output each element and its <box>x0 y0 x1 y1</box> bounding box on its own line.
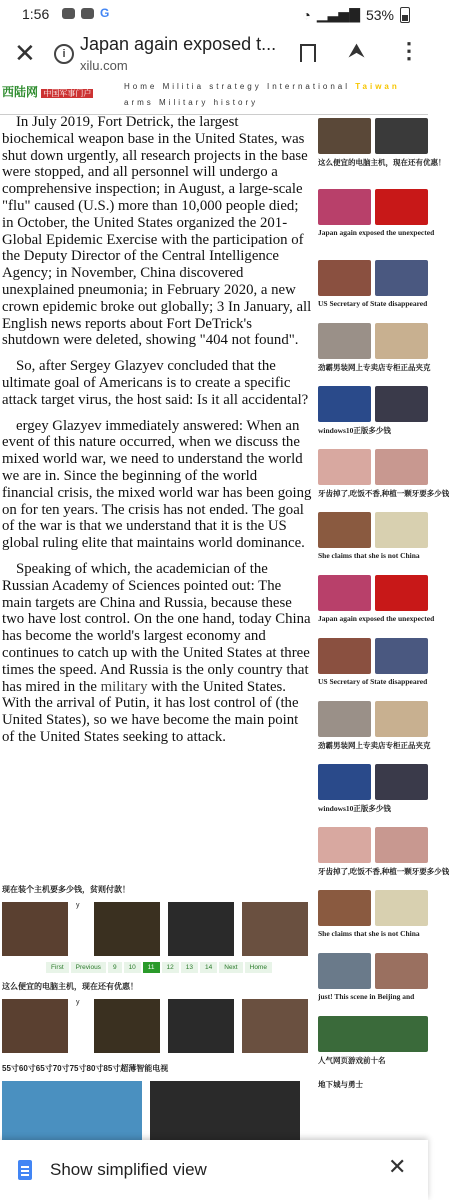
product-image-stereo[interactable] <box>242 999 308 1053</box>
document-icon <box>18 1160 32 1180</box>
sidebar-caption[interactable]: 牙齿掉了,吃饭不香,种植一颗牙要多少钱 <box>318 489 449 498</box>
paragraph-text: with the United States. With the arrival of Putin, it has lost control of (the United States), so we have become the main point of the United States seeking to attack. <box>2 678 299 745</box>
pagination <box>46 962 318 973</box>
browser-toolbar <box>0 30 428 78</box>
page-13[interactable]: 13 <box>181 962 198 973</box>
sidebar-caption[interactable]: She claims that she is not China <box>318 929 420 938</box>
sidebar-caption[interactable]: windows10正版多少钱 <box>318 804 391 813</box>
sidebar-caption[interactable]: 人气网页游戏前十名 <box>318 1056 386 1065</box>
nav-military-history[interactable]: Military history <box>159 98 259 107</box>
signal-icon: ▁▃▅▇ <box>316 6 360 22</box>
sidebar-caption[interactable]: 这么便宜的电脑主机，现在还有优惠！ <box>318 158 446 167</box>
sidebar-caption[interactable]: 劲霸男装网上专卖店专柜正品夹克 <box>318 363 431 372</box>
system-indicators <box>302 6 410 23</box>
nav-militia[interactable]: Militia <box>162 82 205 91</box>
product-image-speaker[interactable] <box>94 902 160 956</box>
cloud-icon <box>62 8 75 19</box>
promo-title[interactable]: 这么便宜的电脑主机，现在还有优惠！ <box>2 982 138 991</box>
product-image-stereo[interactable] <box>242 902 308 956</box>
sidebar-thumbs[interactable] <box>318 764 428 800</box>
sidebar-caption[interactable]: 地下城与勇士 <box>318 1080 363 1089</box>
page-next[interactable]: Next <box>219 962 242 973</box>
notification-icons <box>62 8 109 20</box>
sidebar-caption[interactable]: 劲霸男装网上专卖店专柜正品夹克 <box>318 741 431 750</box>
sidebar-thumbs[interactable] <box>318 827 428 863</box>
battery-icon <box>400 7 410 23</box>
page-12[interactable]: 12 <box>162 962 179 973</box>
sidebar-thumbs[interactable] <box>318 189 428 225</box>
product-image-pc[interactable] <box>2 999 68 1053</box>
product-image-mixer[interactable] <box>168 999 234 1053</box>
product-image-tv-dark[interactable] <box>150 1081 300 1141</box>
sidebar-caption[interactable]: Japan again exposed the unexpected <box>318 614 435 623</box>
status-bar <box>0 0 428 30</box>
sidebar-thumbs[interactable] <box>318 701 428 737</box>
sidebar-thumbs[interactable] <box>318 260 428 296</box>
sidebar-caption[interactable]: US Secretary of State disappeared <box>318 299 428 308</box>
product-image-pc[interactable] <box>2 902 68 956</box>
promo-section <box>0 884 318 1135</box>
nav-home[interactable]: Home <box>124 82 158 91</box>
sidebar-caption[interactable]: She claims that she is not China <box>318 551 420 560</box>
sidebar-thumbs[interactable] <box>318 890 428 926</box>
sidebar-thumbs[interactable] <box>318 449 428 485</box>
more-vert-icon[interactable]: ⋮ <box>398 38 420 63</box>
nav-arms[interactable]: arms <box>124 98 154 107</box>
notification-icon <box>81 8 94 19</box>
close-icon[interactable]: ✕ <box>14 38 36 68</box>
page-14[interactable]: 14 <box>200 962 217 973</box>
simplified-view-bar[interactable] <box>0 1140 428 1200</box>
sidebar-thumbs[interactable] <box>318 118 428 154</box>
sidebar-thumbs[interactable] <box>318 1016 428 1052</box>
article-body <box>0 114 312 755</box>
sidebar-thumbs[interactable] <box>318 512 428 548</box>
product-mark: y <box>76 902 80 909</box>
sidebar-thumbs[interactable] <box>318 953 428 989</box>
product-image-mixer[interactable] <box>168 902 234 956</box>
paragraph-text: Speaking of which, the academician of the Russian Academy of Sciences pointed out: The main targets are China and Russia, because these two have lost control. On the one hand, today China has become the world's largest economy and continues to catch up with the United States at three times the speed. And Russia is the only country that has mired in the <box>2 560 311 695</box>
nav-international[interactable]: International <box>266 82 350 91</box>
nav-strategy[interactable]: strategy <box>209 82 262 91</box>
site-logo[interactable] <box>2 83 93 100</box>
nav-taiwan[interactable]: Taiwan <box>355 82 400 91</box>
sidebar-caption[interactable]: Japan again exposed the unexpected <box>318 228 435 237</box>
promo-title[interactable]: 55寸60寸65寸70寸75寸80寸85寸超薄智能电视 <box>2 1064 169 1073</box>
share-icon[interactable]: ⮝ <box>348 40 365 62</box>
page-previous[interactable]: Previous <box>71 962 106 973</box>
article-paragraph: In July 2019, Fort Detrick, the largest biochemical weapon base in the United States, was shut down urgently, all research projects in the base were stopped, and all personnel will undergo a comprehensive inspection; in August, a large-scale "flu" caused (U.S.) more than 10,000 people died; in October, the United States organized the 201-Global Epidemic Exercise with the participation of the Deputy Director of the Central Intelligence Agency; in November, China discovered unexplained pneumonia; in February 2020, a new crown epidemic broke out globally; 3 In January, all English news reports about Fort DeTrick's shutdown were deleted, showing "404 not found". <box>2 114 312 349</box>
clock: 1:56 <box>22 6 50 22</box>
product-image-speaker[interactable] <box>94 999 160 1053</box>
close-icon[interactable]: ✕ <box>388 1154 407 1179</box>
simplified-view-label[interactable]: Show simplified view <box>50 1160 207 1179</box>
page-home[interactable]: Home <box>245 962 272 973</box>
page-first[interactable]: First <box>46 962 69 973</box>
battery-percent: 53% <box>365 6 394 23</box>
related-sidebar <box>318 118 449 1103</box>
page-url[interactable]: xilu.com <box>80 58 128 73</box>
sidebar-thumbs[interactable] <box>318 323 428 359</box>
logo-text: 西陆网 <box>2 85 39 99</box>
page-9[interactable]: 9 <box>108 962 122 973</box>
product-image-tv-beach[interactable] <box>2 1081 142 1141</box>
sidebar-thumbs[interactable] <box>318 638 428 674</box>
bookmark-icon[interactable] <box>300 44 316 62</box>
product-mark: y <box>76 999 80 1006</box>
sidebar-caption[interactable]: US Secretary of State disappeared <box>318 677 428 686</box>
wifi-icon: ◔ <box>302 6 311 23</box>
sidebar-thumbs[interactable] <box>318 575 428 611</box>
page-current[interactable]: 11 <box>143 962 160 973</box>
site-header <box>0 80 428 115</box>
military-link[interactable]: military <box>100 678 148 695</box>
site-nav-row2 <box>124 98 258 107</box>
page-title[interactable]: Japan again exposed t... <box>80 34 277 54</box>
article-paragraph: So, after Sergey Glazyev concluded that the ultimate goal of Americans is to create a specific attack target virus, the host said: Is it all accidental? <box>2 358 309 408</box>
google-icon: G <box>100 6 110 20</box>
article-paragraph <box>0 561 312 746</box>
product-row <box>2 902 318 956</box>
sidebar-caption[interactable]: just! This scene in Beijing and <box>318 992 415 1001</box>
logo-subtext: 中国军事门户 <box>43 89 92 98</box>
sidebar-thumbs[interactable] <box>318 386 428 422</box>
product-row <box>2 1081 318 1135</box>
page-10[interactable]: 10 <box>124 962 141 973</box>
promo-title[interactable]: 现在装个主机要多少钱，贫则付款！ <box>2 885 130 894</box>
sidebar-caption[interactable]: windows10正版多少钱 <box>318 426 391 435</box>
info-icon[interactable]: i <box>54 44 74 64</box>
article-paragraph: ergey Glazyev immediately answered: When an event of this nature occurred, when we discuss the mixed world war, we need to understand the world we are in. Since the beginning of the world financial crisis, the mixed world war has been going on for ten years. The crisis has not ended. The goal of the war is that we understand that it is the US global ruling elite that maintains world dominance. <box>2 417 312 552</box>
product-row <box>2 999 318 1053</box>
site-nav-row1 <box>124 82 400 91</box>
sidebar-caption[interactable]: 牙齿掉了,吃饭不香,种植一颗牙要多少钱 <box>318 867 449 876</box>
